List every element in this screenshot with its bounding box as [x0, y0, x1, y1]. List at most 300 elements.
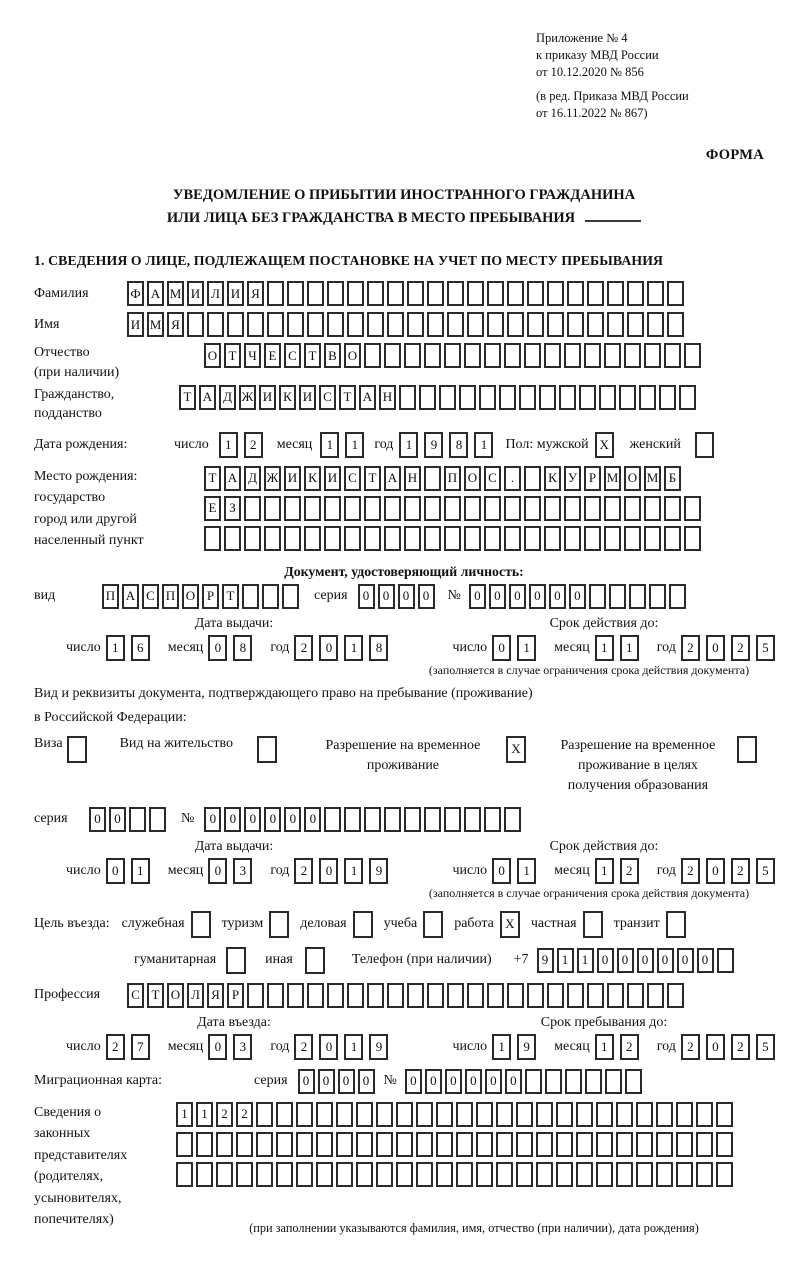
form-cell[interactable]	[296, 1162, 313, 1187]
form-cell[interactable]	[304, 526, 321, 551]
form-cell[interactable]	[264, 496, 281, 521]
form-cell[interactable]: 5	[756, 635, 775, 661]
form-cell[interactable]: 0	[697, 948, 714, 973]
form-cell[interactable]	[327, 281, 344, 306]
form-cell[interactable]	[436, 1162, 453, 1187]
surname-cells[interactable]	[127, 281, 687, 306]
form-cell[interactable]: 2	[294, 858, 313, 884]
form-cell[interactable]: А	[359, 385, 376, 410]
form-cell[interactable]: С	[344, 466, 361, 491]
form-cell[interactable]	[556, 1102, 573, 1127]
form-cell[interactable]	[496, 1162, 513, 1187]
form-cell[interactable]	[436, 1132, 453, 1157]
form-cell[interactable]: И	[227, 281, 244, 306]
form-cell[interactable]	[396, 1132, 413, 1157]
form-cell[interactable]	[656, 1132, 673, 1157]
form-cell[interactable]: 0	[469, 584, 486, 609]
form-cell[interactable]	[684, 526, 701, 551]
form-cell[interactable]: X	[506, 736, 526, 763]
form-cell[interactable]: 2	[681, 858, 700, 884]
residence-valid-month-cells[interactable]	[595, 858, 645, 884]
purpose-official-checkbox[interactable]	[191, 911, 214, 938]
form-cell[interactable]: Т	[224, 343, 241, 368]
form-cell[interactable]	[667, 281, 684, 306]
form-cell[interactable]	[364, 343, 381, 368]
form-cell[interactable]: П	[102, 584, 119, 609]
form-cell[interactable]: П	[444, 466, 461, 491]
form-cell[interactable]: Н	[379, 385, 396, 410]
form-cell[interactable]	[636, 1132, 653, 1157]
form-cell[interactable]	[367, 312, 384, 337]
patronymic-cells[interactable]	[204, 343, 704, 368]
form-cell[interactable]: 0	[489, 584, 506, 609]
form-cell[interactable]: И	[259, 385, 276, 410]
form-cell[interactable]	[565, 1069, 582, 1094]
temp-residence-checkbox[interactable]	[506, 736, 529, 763]
sex-male-checkbox[interactable]	[595, 432, 620, 458]
form-cell[interactable]: Д	[219, 385, 236, 410]
form-cell[interactable]: С	[484, 466, 501, 491]
form-cell[interactable]	[496, 1102, 513, 1127]
form-cell[interactable]: 1	[474, 432, 493, 458]
form-cell[interactable]	[616, 1132, 633, 1157]
form-cell[interactable]: 1	[595, 858, 614, 884]
form-cell[interactable]: 0	[284, 807, 301, 832]
form-cell[interactable]: 0	[677, 948, 694, 973]
form-cell[interactable]	[625, 1069, 642, 1094]
form-cell[interactable]: З	[224, 496, 241, 521]
form-cell[interactable]	[404, 807, 421, 832]
form-cell[interactable]	[416, 1102, 433, 1127]
form-cell[interactable]	[524, 496, 541, 521]
form-cell[interactable]	[347, 312, 364, 337]
purpose-private-checkbox[interactable]	[583, 911, 606, 938]
form-cell[interactable]	[627, 312, 644, 337]
id-issue-day-cells[interactable]	[106, 635, 156, 661]
form-cell[interactable]	[536, 1132, 553, 1157]
form-cell[interactable]	[627, 281, 644, 306]
form-cell[interactable]	[524, 526, 541, 551]
purpose-other-checkbox[interactable]	[305, 947, 328, 974]
form-cell[interactable]	[327, 983, 344, 1008]
form-cell[interactable]: 1	[557, 948, 574, 973]
form-cell[interactable]	[695, 432, 714, 458]
form-cell[interactable]	[364, 526, 381, 551]
form-cell[interactable]: 1	[517, 635, 536, 661]
form-cell[interactable]: 0	[617, 948, 634, 973]
form-cell[interactable]	[647, 281, 664, 306]
form-cell[interactable]: 0	[106, 858, 125, 884]
form-cell[interactable]: 0	[358, 584, 375, 609]
form-cell[interactable]	[584, 526, 601, 551]
form-cell[interactable]: Б	[664, 466, 681, 491]
birth-year-cells[interactable]	[399, 432, 499, 458]
form-cell[interactable]	[544, 526, 561, 551]
form-cell[interactable]	[696, 1162, 713, 1187]
form-cell[interactable]: 0	[657, 948, 674, 973]
form-cell[interactable]	[276, 1162, 293, 1187]
form-cell[interactable]: Ч	[244, 343, 261, 368]
form-cell[interactable]: А	[384, 466, 401, 491]
form-cell[interactable]	[627, 983, 644, 1008]
form-cell[interactable]	[589, 584, 606, 609]
form-cell[interactable]: 0	[298, 1069, 315, 1094]
form-cell[interactable]	[584, 496, 601, 521]
form-cell[interactable]: 0	[224, 807, 241, 832]
form-cell[interactable]: 0	[338, 1069, 355, 1094]
form-cell[interactable]	[587, 312, 604, 337]
form-cell[interactable]	[664, 526, 681, 551]
form-cell[interactable]: 0	[465, 1069, 482, 1094]
form-cell[interactable]	[624, 526, 641, 551]
form-cell[interactable]	[659, 385, 676, 410]
id-issue-month-cells[interactable]	[208, 635, 258, 661]
form-cell[interactable]: 0	[425, 1069, 442, 1094]
form-cell[interactable]	[287, 312, 304, 337]
form-cell[interactable]: 0	[208, 1034, 227, 1060]
form-cell[interactable]	[467, 281, 484, 306]
form-cell[interactable]: О	[464, 466, 481, 491]
form-cell[interactable]	[669, 584, 686, 609]
form-cell[interactable]	[604, 526, 621, 551]
form-cell[interactable]: .	[504, 466, 521, 491]
form-cell[interactable]: 1	[106, 635, 125, 661]
form-cell[interactable]	[176, 1132, 193, 1157]
form-cell[interactable]: Р	[202, 584, 219, 609]
form-cell[interactable]	[282, 584, 299, 609]
form-cell[interactable]	[353, 911, 373, 938]
form-cell[interactable]	[484, 807, 501, 832]
form-cell[interactable]: 1	[344, 1034, 363, 1060]
form-cell[interactable]: 1	[219, 432, 238, 458]
form-cell[interactable]	[384, 496, 401, 521]
form-cell[interactable]: Т	[147, 983, 164, 1008]
form-cell[interactable]: В	[324, 343, 341, 368]
form-cell[interactable]: 0	[89, 807, 106, 832]
form-cell[interactable]: 0	[445, 1069, 462, 1094]
form-cell[interactable]: А	[199, 385, 216, 410]
form-cell[interactable]: 2	[294, 635, 313, 661]
form-cell[interactable]	[424, 496, 441, 521]
form-cell[interactable]: 2	[731, 1034, 750, 1060]
form-cell[interactable]	[427, 983, 444, 1008]
form-cell[interactable]	[656, 1162, 673, 1187]
form-cell[interactable]	[524, 343, 541, 368]
form-cell[interactable]	[684, 496, 701, 521]
phone-cells[interactable]	[537, 948, 737, 973]
form-cell[interactable]: 1	[176, 1102, 193, 1127]
form-cell[interactable]: 0	[492, 635, 511, 661]
form-cell[interactable]	[176, 1162, 193, 1187]
form-cell[interactable]: X	[595, 432, 614, 458]
form-cell[interactable]	[544, 343, 561, 368]
form-cell[interactable]: С	[127, 983, 144, 1008]
form-cell[interactable]: 0	[319, 858, 338, 884]
form-cell[interactable]: 1	[399, 432, 418, 458]
form-cell[interactable]	[607, 312, 624, 337]
citizenship-cells[interactable]	[179, 385, 699, 410]
form-cell[interactable]: О	[344, 343, 361, 368]
form-cell[interactable]: О	[167, 983, 184, 1008]
birth-place-row-1[interactable]	[204, 466, 704, 491]
form-cell[interactable]	[344, 496, 361, 521]
form-cell[interactable]	[129, 807, 146, 832]
form-cell[interactable]	[464, 526, 481, 551]
form-cell[interactable]	[476, 1162, 493, 1187]
form-cell[interactable]	[679, 385, 696, 410]
form-cell[interactable]: 0	[418, 584, 435, 609]
form-cell[interactable]	[666, 911, 686, 938]
form-cell[interactable]	[696, 1102, 713, 1127]
form-cell[interactable]	[336, 1162, 353, 1187]
form-cell[interactable]	[204, 526, 221, 551]
form-cell[interactable]: 9	[517, 1034, 536, 1060]
form-cell[interactable]: 0	[204, 807, 221, 832]
form-cell[interactable]	[525, 1069, 542, 1094]
form-cell[interactable]	[716, 1162, 733, 1187]
form-cell[interactable]: Л	[207, 281, 224, 306]
birth-place-row-2[interactable]	[204, 496, 704, 521]
form-cell[interactable]: И	[187, 281, 204, 306]
form-cell[interactable]: Я	[207, 983, 224, 1008]
form-cell[interactable]	[367, 281, 384, 306]
form-cell[interactable]: 2	[236, 1102, 253, 1127]
form-cell[interactable]: 1	[345, 432, 364, 458]
form-cell[interactable]	[447, 983, 464, 1008]
form-cell[interactable]	[444, 496, 461, 521]
id-issue-year-cells[interactable]	[294, 635, 394, 661]
form-cell[interactable]	[504, 526, 521, 551]
form-cell[interactable]	[527, 312, 544, 337]
form-cell[interactable]: 0	[319, 1034, 338, 1060]
form-cell[interactable]	[336, 1102, 353, 1127]
form-cell[interactable]	[616, 1102, 633, 1127]
purpose-transit-checkbox[interactable]	[666, 911, 689, 938]
birth-place-row-3[interactable]	[204, 526, 704, 551]
migration-number-cells[interactable]	[405, 1069, 645, 1094]
form-cell[interactable]: 2	[681, 1034, 700, 1060]
form-cell[interactable]: 5	[756, 858, 775, 884]
form-cell[interactable]: 0	[509, 584, 526, 609]
form-cell[interactable]: 1	[595, 635, 614, 661]
form-cell[interactable]: О	[204, 343, 221, 368]
form-cell[interactable]	[324, 807, 341, 832]
form-cell[interactable]: 0	[637, 948, 654, 973]
form-cell[interactable]: 2	[620, 858, 639, 884]
form-cell[interactable]: С	[142, 584, 159, 609]
form-cell[interactable]: М	[167, 281, 184, 306]
form-cell[interactable]	[226, 947, 246, 974]
form-cell[interactable]	[716, 1102, 733, 1127]
form-cell[interactable]	[316, 1102, 333, 1127]
id-valid-day-cells[interactable]	[492, 635, 542, 661]
form-cell[interactable]	[576, 1132, 593, 1157]
form-cell[interactable]	[316, 1162, 333, 1187]
form-cell[interactable]	[419, 385, 436, 410]
form-cell[interactable]	[356, 1132, 373, 1157]
form-cell[interactable]: 9	[424, 432, 443, 458]
form-cell[interactable]: 0	[529, 584, 546, 609]
form-cell[interactable]: Ф	[127, 281, 144, 306]
form-cell[interactable]	[464, 807, 481, 832]
form-cell[interactable]	[336, 1132, 353, 1157]
form-cell[interactable]: М	[644, 466, 661, 491]
form-cell[interactable]: И	[299, 385, 316, 410]
form-cell[interactable]: 0	[318, 1069, 335, 1094]
form-cell[interactable]	[596, 1132, 613, 1157]
form-cell[interactable]	[327, 312, 344, 337]
form-cell[interactable]	[276, 1132, 293, 1157]
form-cell[interactable]	[376, 1132, 393, 1157]
form-cell[interactable]: 2	[244, 432, 263, 458]
form-cell[interactable]	[585, 1069, 602, 1094]
form-cell[interactable]	[516, 1102, 533, 1127]
form-cell[interactable]	[447, 312, 464, 337]
form-cell[interactable]	[316, 1132, 333, 1157]
form-cell[interactable]	[567, 281, 584, 306]
form-cell[interactable]	[399, 385, 416, 410]
form-cell[interactable]	[307, 983, 324, 1008]
form-cell[interactable]: К	[544, 466, 561, 491]
id-valid-month-cells[interactable]	[595, 635, 645, 661]
form-cell[interactable]	[416, 1162, 433, 1187]
form-cell[interactable]	[676, 1162, 693, 1187]
form-cell[interactable]	[424, 807, 441, 832]
form-cell[interactable]	[567, 983, 584, 1008]
form-cell[interactable]	[287, 983, 304, 1008]
form-cell[interactable]	[456, 1162, 473, 1187]
id-number-cells[interactable]	[469, 584, 689, 609]
form-cell[interactable]	[556, 1132, 573, 1157]
form-cell[interactable]: 0	[505, 1069, 522, 1094]
form-cell[interactable]	[247, 983, 264, 1008]
form-cell[interactable]	[384, 343, 401, 368]
form-cell[interactable]	[607, 983, 624, 1008]
form-cell[interactable]: Н	[404, 466, 421, 491]
form-cell[interactable]	[404, 526, 421, 551]
form-cell[interactable]	[717, 948, 734, 973]
form-cell[interactable]	[587, 281, 604, 306]
form-cell[interactable]	[387, 983, 404, 1008]
form-cell[interactable]: Д	[244, 466, 261, 491]
form-cell[interactable]: 1	[595, 1034, 614, 1060]
form-cell[interactable]	[423, 911, 443, 938]
form-cell[interactable]	[504, 807, 521, 832]
form-cell[interactable]: Ж	[239, 385, 256, 410]
form-cell[interactable]	[624, 343, 641, 368]
form-cell[interactable]	[605, 1069, 622, 1094]
form-cell[interactable]	[444, 807, 461, 832]
form-cell[interactable]	[536, 1162, 553, 1187]
form-cell[interactable]	[544, 496, 561, 521]
form-cell[interactable]	[387, 281, 404, 306]
form-cell[interactable]	[644, 526, 661, 551]
form-cell[interactable]	[696, 1132, 713, 1157]
form-cell[interactable]	[296, 1132, 313, 1157]
form-cell[interactable]: Л	[187, 983, 204, 1008]
form-cell[interactable]: Я	[247, 281, 264, 306]
form-cell[interactable]: 0	[319, 635, 338, 661]
form-cell[interactable]: 0	[485, 1069, 502, 1094]
form-cell[interactable]	[487, 281, 504, 306]
form-cell[interactable]	[307, 312, 324, 337]
form-cell[interactable]	[427, 281, 444, 306]
form-cell[interactable]	[527, 281, 544, 306]
form-cell[interactable]: 1	[196, 1102, 213, 1127]
temp-residence-edu-checkbox[interactable]	[737, 736, 760, 763]
form-cell[interactable]	[647, 312, 664, 337]
birth-month-cells[interactable]	[320, 432, 370, 458]
form-cell[interactable]: 2	[106, 1034, 125, 1060]
form-cell[interactable]	[344, 526, 361, 551]
purpose-study-checkbox[interactable]	[423, 911, 446, 938]
form-cell[interactable]: И	[284, 466, 301, 491]
form-cell[interactable]	[476, 1132, 493, 1157]
form-cell[interactable]	[479, 385, 496, 410]
form-cell[interactable]	[207, 312, 224, 337]
form-cell[interactable]	[187, 312, 204, 337]
form-cell[interactable]	[624, 496, 641, 521]
form-cell[interactable]: Р	[584, 466, 601, 491]
form-cell[interactable]: 3	[233, 858, 252, 884]
form-cell[interactable]	[564, 526, 581, 551]
form-cell[interactable]	[344, 807, 361, 832]
form-cell[interactable]	[636, 1102, 653, 1127]
form-cell[interactable]: А	[147, 281, 164, 306]
form-cell[interactable]: Т	[179, 385, 196, 410]
form-cell[interactable]	[599, 385, 616, 410]
form-cell[interactable]	[267, 281, 284, 306]
form-cell[interactable]: 0	[569, 584, 586, 609]
form-cell[interactable]	[367, 983, 384, 1008]
form-cell[interactable]	[356, 1102, 373, 1127]
id-kind-cells[interactable]	[102, 584, 302, 609]
form-cell[interactable]	[676, 1132, 693, 1157]
form-cell[interactable]	[347, 281, 364, 306]
form-cell[interactable]	[267, 983, 284, 1008]
form-cell[interactable]	[387, 312, 404, 337]
form-cell[interactable]: Р	[227, 983, 244, 1008]
form-cell[interactable]: 0	[597, 948, 614, 973]
form-cell[interactable]	[67, 736, 87, 763]
form-cell[interactable]	[576, 1162, 593, 1187]
form-cell[interactable]	[547, 312, 564, 337]
id-series-cells[interactable]	[358, 584, 438, 609]
form-cell[interactable]	[539, 385, 556, 410]
form-cell[interactable]: 7	[131, 1034, 150, 1060]
form-cell[interactable]: А	[122, 584, 139, 609]
migration-series-cells[interactable]	[298, 1069, 378, 1094]
form-cell[interactable]	[262, 584, 279, 609]
form-cell[interactable]	[356, 1162, 373, 1187]
form-cell[interactable]	[149, 807, 166, 832]
residence-permit-checkbox[interactable]	[257, 736, 280, 763]
form-cell[interactable]	[464, 343, 481, 368]
form-cell[interactable]	[467, 312, 484, 337]
form-cell[interactable]: 9	[369, 1034, 388, 1060]
purpose-tourism-checkbox[interactable]	[269, 911, 292, 938]
form-cell[interactable]	[644, 496, 661, 521]
form-cell[interactable]	[507, 312, 524, 337]
form-cell[interactable]	[244, 496, 261, 521]
form-cell[interactable]	[284, 526, 301, 551]
form-cell[interactable]: 0	[244, 807, 261, 832]
form-cell[interactable]: 9	[369, 858, 388, 884]
form-cell[interactable]	[564, 343, 581, 368]
form-cell[interactable]: 0	[378, 584, 395, 609]
form-cell[interactable]	[384, 526, 401, 551]
form-cell[interactable]	[364, 496, 381, 521]
